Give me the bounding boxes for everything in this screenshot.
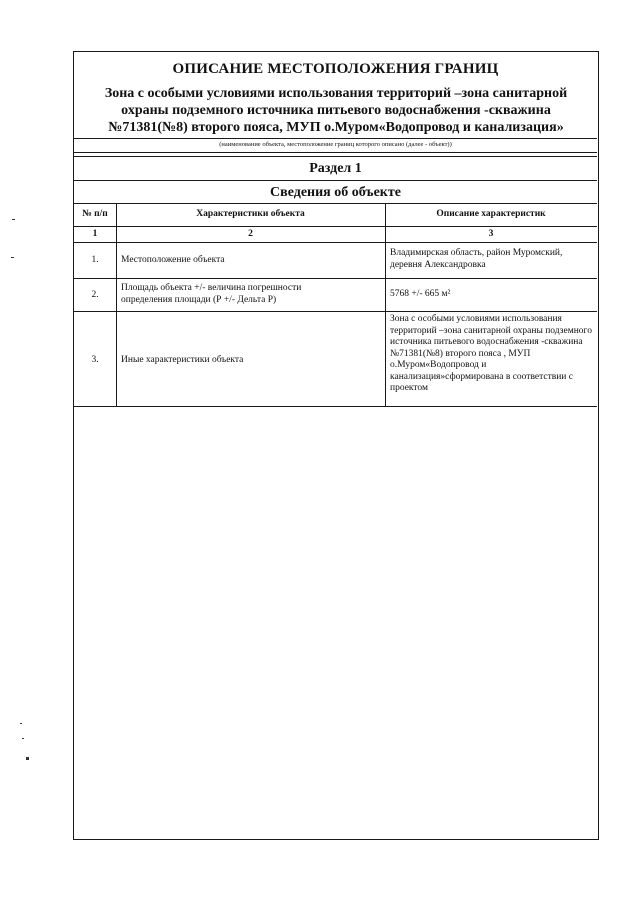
object-caption: (наименование объекта, местоположение границ которого описано (далее - объект)) bbox=[219, 141, 452, 148]
section-subtitle: Сведения об объекте bbox=[270, 185, 401, 200]
document-subtitle: Зона с особыми условиями использования территорий –зона санитарной охраны подземного источника питьевого водоснабжения -скважина №71381(№8) второго пояса, МУП о.Муром«Водопровод и канализация» bbox=[104, 86, 568, 135]
divider bbox=[74, 156, 597, 157]
column-header-description: Описание характеристик bbox=[436, 209, 546, 219]
scan-mark bbox=[20, 723, 22, 724]
document-frame bbox=[73, 51, 599, 840]
row-characteristic: Местоположение объекта bbox=[121, 255, 225, 265]
scan-mark bbox=[26, 757, 29, 760]
column-header-characteristic: Характеристики объекта bbox=[196, 209, 305, 219]
column-number: 3 bbox=[488, 229, 494, 239]
row-characteristic: Иные характеристики объекта bbox=[121, 355, 244, 365]
document-title: ОПИСАНИЕ МЕСТОПОЛОЖЕНИЯ ГРАНИЦ bbox=[172, 61, 499, 77]
section-title: Раздел 1 bbox=[309, 161, 362, 176]
column-number: 2 bbox=[248, 229, 253, 239]
table-line bbox=[74, 278, 597, 279]
column-header-number: № п/п bbox=[82, 209, 108, 219]
row-characteristic: Площадь объекта +/- величина погрешности определения площади (Р +/- Дельта Р) bbox=[121, 283, 302, 305]
scan-mark bbox=[22, 738, 24, 739]
table-line bbox=[74, 242, 597, 243]
row-description: Зона с особыми условиями использования территорий –зона санитарной охраны подземного источника питьевого водоснабжения -скважина №71381(№8) второго пояса , МУП о.Муром«Водопровод и канализация»сформирована в соответствии с проектом bbox=[390, 314, 592, 393]
table-line bbox=[74, 226, 597, 227]
row-number: 3. bbox=[91, 355, 99, 365]
scan-mark bbox=[12, 219, 15, 220]
row-description: Владимирская область, район Муромский, деревня Александровка bbox=[390, 248, 563, 270]
scan-mark bbox=[11, 257, 14, 258]
column-number: 1 bbox=[92, 229, 98, 239]
divider bbox=[74, 152, 597, 153]
table-line bbox=[74, 406, 597, 407]
row-number: 2. bbox=[91, 290, 99, 300]
table-line bbox=[74, 311, 597, 312]
divider bbox=[74, 180, 597, 181]
row-description: 5768 +/- 665 м² bbox=[390, 289, 451, 299]
divider bbox=[74, 203, 597, 204]
row-number: 1. bbox=[91, 255, 99, 265]
divider bbox=[74, 138, 597, 139]
